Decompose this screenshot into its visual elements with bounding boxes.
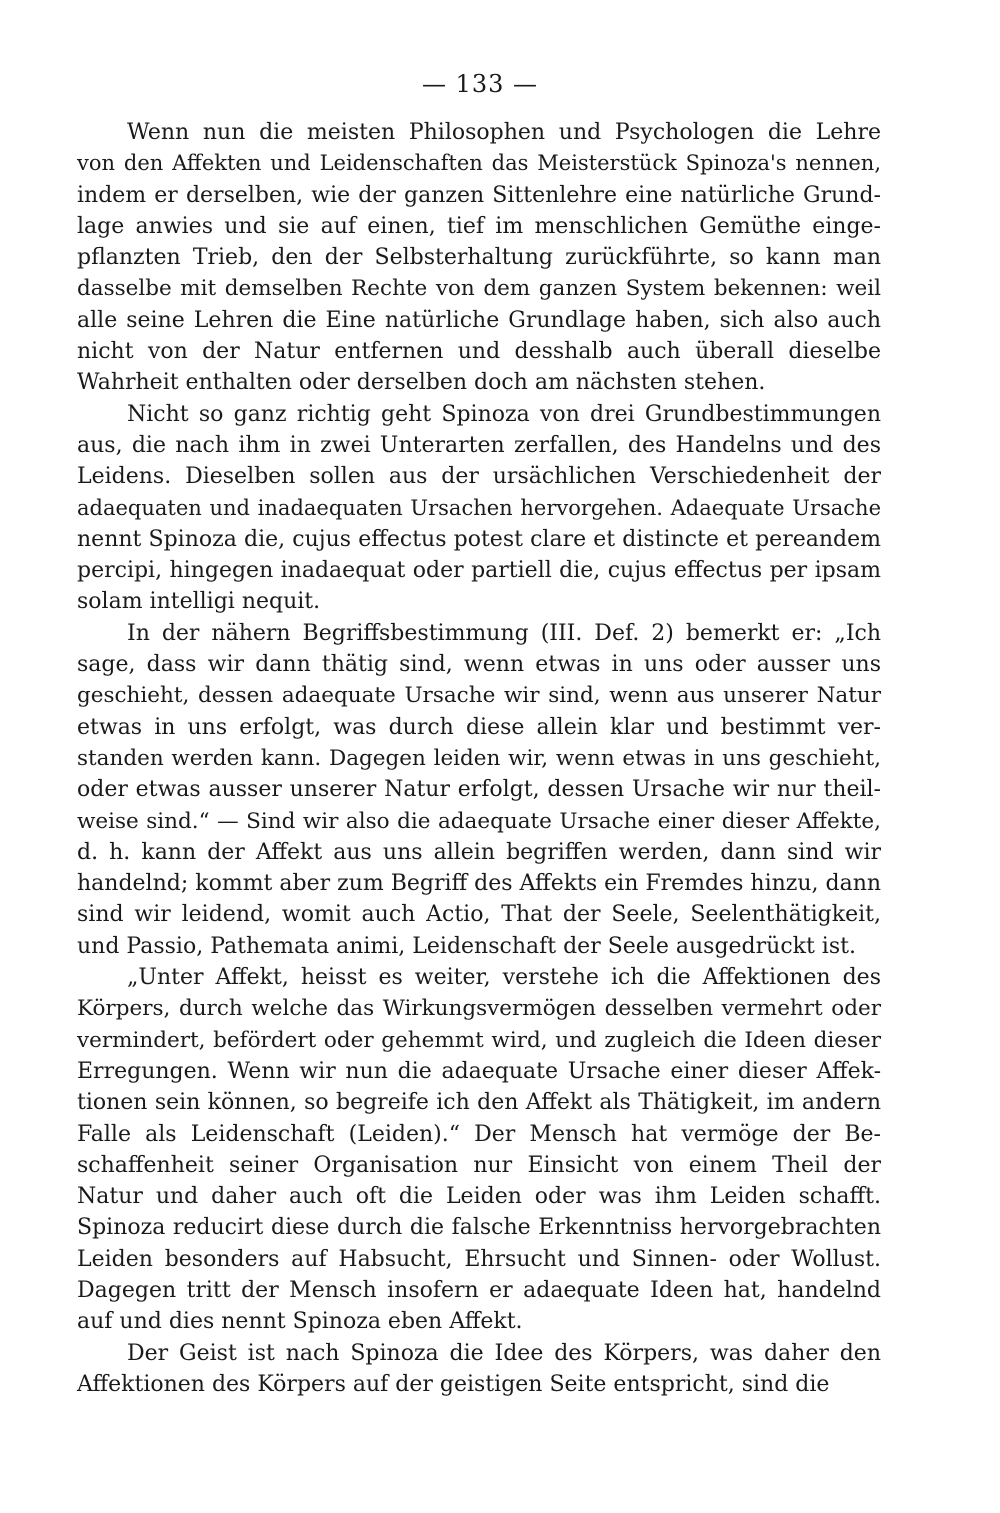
body-text <box>77 117 881 1400</box>
text-line: auf und dies nennt Spinoza eben Affekt. <box>77 1309 523 1335</box>
text-line: Dagegen tritt der Mensch insofern er adaequate Ideen hat, handelnd <box>77 1277 881 1303</box>
text-line: Erregungen. Wenn wir nun die adaequate Ursache einer dieser Affek- <box>77 1058 881 1084</box>
text-line: In der nähern Begriffsbestimmung (III. Def. 2) bemerkt er: „Ich <box>127 620 881 646</box>
text-line: indem er derselben, wie der ganzen Sittenlehre eine natürliche Grund- <box>77 182 881 208</box>
text-line: Nicht so ganz richtig geht Spinoza von drei Grundbestimmungen <box>127 401 881 427</box>
text-line: adaequaten und inadaequaten Ursachen hervorgehen. Adaequate Ursache <box>77 495 881 520</box>
text-line: tionen sein können, so begreife ich den Affekt als Thätigkeit, im andern <box>77 1090 881 1116</box>
text-line: nicht von der Natur entfernen und desshalb auch überall dieselbe <box>77 339 881 365</box>
text-line: percipi, hingegen inadaequat oder partiell die, cujus effectus per ipsam <box>77 558 881 584</box>
text-line: geschieht, dessen adaequate Ursache wir sind, wenn aus unserer Natur <box>77 683 881 709</box>
text-line: Der Geist ist nach Spinoza die Idee des Körpers, was daher den <box>127 1340 881 1366</box>
text-line: von den Affekten und Leidenschaften das Meisterstück Spinoza's nennen, <box>77 151 881 176</box>
text-line: schaffenheit seiner Organisation nur Einsicht von einem Theil der <box>77 1152 881 1178</box>
text-line: lage anwies und sie auf einen, tief im menschlichen Gemüthe einge- <box>77 213 881 239</box>
paragraph <box>77 618 881 962</box>
text-line: Wenn nun die meisten Philosophen und Psychologen die Lehre <box>127 120 881 145</box>
text-line: Körpers, durch welche das Wirkungsvermögen desselben vermehrt oder <box>77 996 881 1022</box>
text-line: Natur und daher auch oft die Leiden oder was ihm Leiden schafft. <box>77 1184 881 1210</box>
text-line: etwas in uns erfolgt, was durch diese allein klar und bestimmt ver- <box>77 714 881 740</box>
paragraph <box>77 117 881 399</box>
text-line: Falle als Leidenschaft (Leiden).“ Der Mensch hat vermöge der Be- <box>77 1121 881 1147</box>
text-line: pflanzten Trieb, den der Selbsterhaltung zurückführte, so kann man <box>77 245 881 271</box>
text-line: Wahrheit enthalten oder derselben doch am nächsten stehen. <box>77 370 766 396</box>
text-line: aus, die nach ihm in zwei Unterarten zerfallen, des Handelns und des <box>77 432 881 458</box>
paragraph <box>77 399 881 618</box>
text-line: handelnd; kommt aber zum Begriff des Affekts ein Fremdes hinzu, dann <box>77 871 882 897</box>
text-line: Leidens. Dieselben sollen aus der ursächlichen Verschiedenheit der <box>77 464 881 490</box>
page-number: — 133 — <box>421 70 539 98</box>
text-line: und Passio, Pathemata animi, Leidenschaft der Seele ausgedrückt ist. <box>77 933 856 959</box>
text-line: vermindert, befördert oder gehemmt wird, und zugleich die Ideen dieser <box>77 1027 881 1053</box>
text-line: nennt Spinoza die, cujus effectus potest clare et distincte et pereandem <box>77 526 881 552</box>
text-line: „Unter Affekt, heisst es weiter, verstehe ich die Affektionen des <box>127 965 881 991</box>
text-line: Affektionen des Körpers auf der geistigen Seite entspricht, sind die <box>77 1371 830 1397</box>
text-line: oder etwas ausser unserer Natur erfolgt, dessen Ursache wir nur theil- <box>77 777 881 803</box>
text-line: d. h. kann der Affekt aus uns allein begriffen werden, dann sind wir <box>77 839 881 865</box>
text-line: sage, dass wir dann thätig sind, wenn etwas in uns oder ausser uns <box>77 652 881 678</box>
paragraph <box>77 962 881 1338</box>
text-line: Leiden besonders auf Habsucht, Ehrsucht und Sinnen- oder Wollust. <box>77 1246 881 1272</box>
paragraph <box>77 1338 881 1401</box>
text-line: dasselbe mit demselben Rechte von dem ganzen System bekennen: weil <box>77 276 881 302</box>
text-line: sind wir leidend, womit auch Actio, That der Seele, Seelenthätigkeit, <box>77 902 881 928</box>
text-line: alle seine Lehren die Eine natürliche Grundlage haben, sich also auch <box>77 307 881 333</box>
text-line: Spinoza reducirt diese durch die falsche Erkenntniss hervorgebrachten <box>77 1215 881 1241</box>
text-line: weise sind.“ — Sind wir also die adaequate Ursache einer dieser Affekte, <box>77 808 881 834</box>
text-line: solam intelligi nequit. <box>77 589 321 615</box>
text-line: standen werden kann. Dagegen leiden wir, wenn etwas in uns geschieht, <box>77 745 881 771</box>
